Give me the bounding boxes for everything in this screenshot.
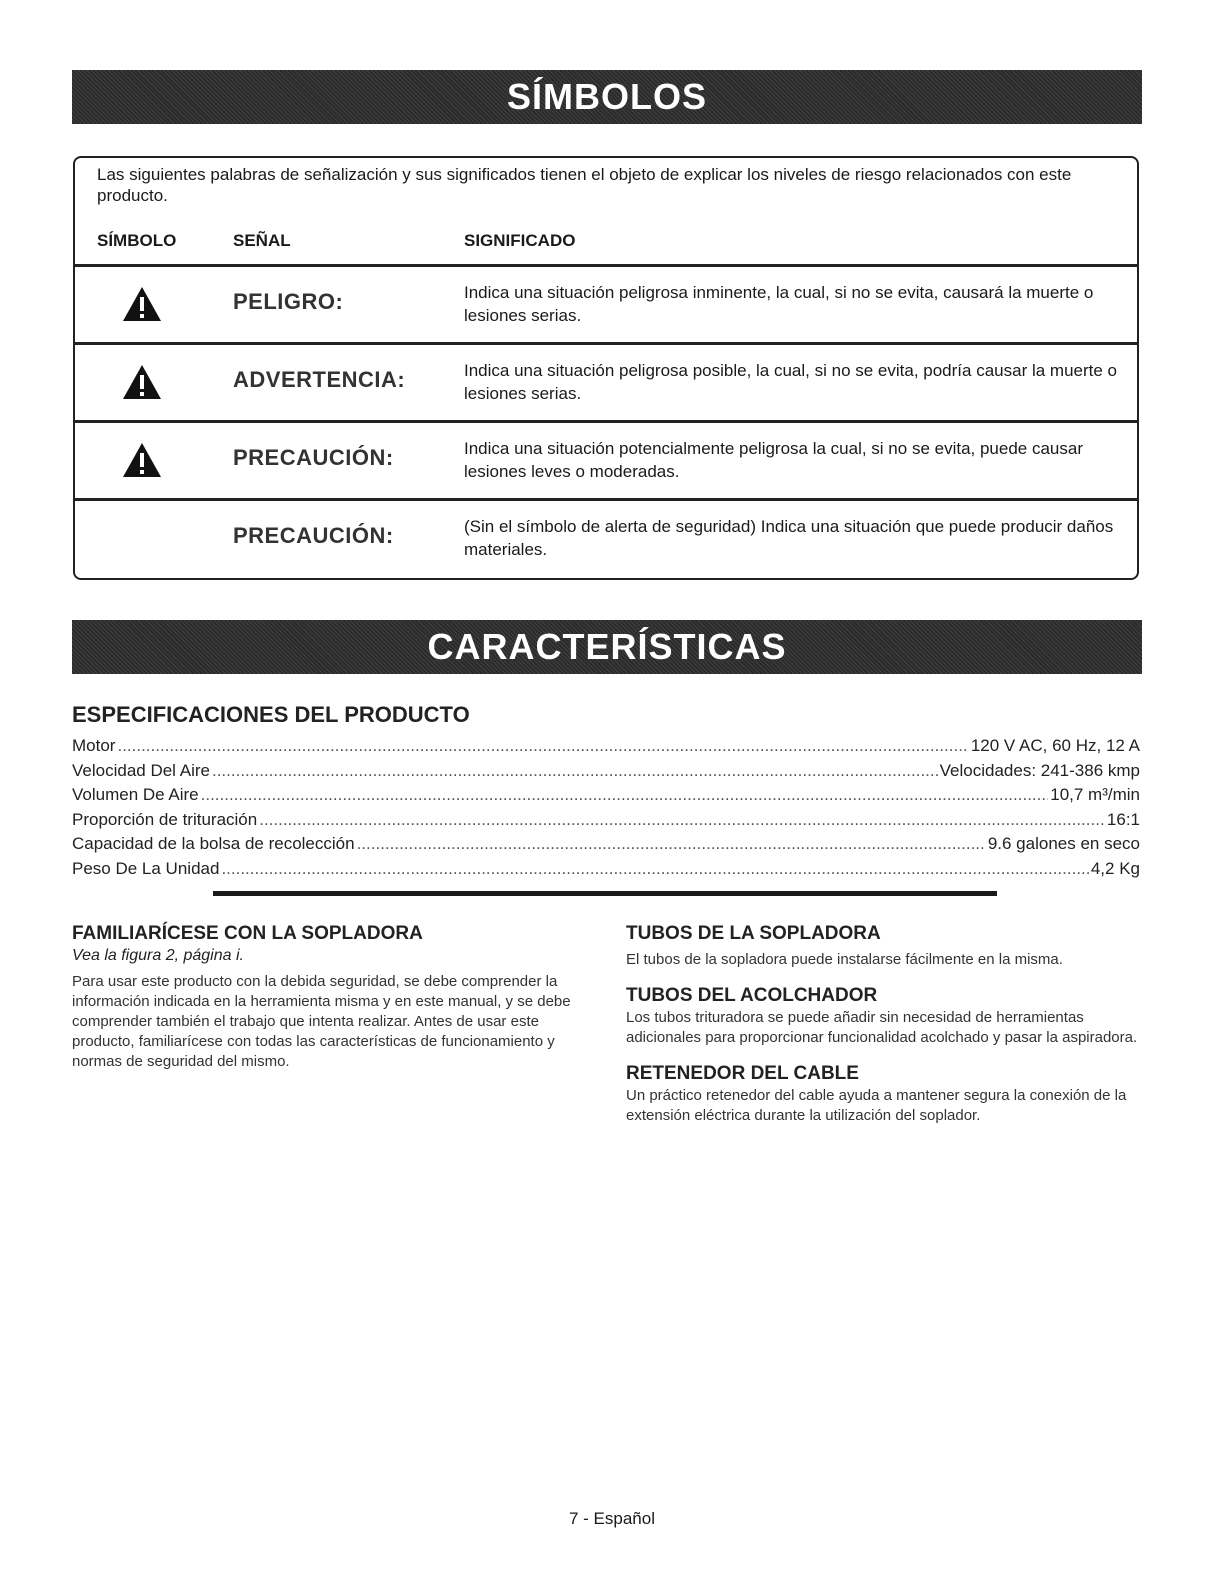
signal-meaning: (Sin el símbolo de alerta de seguridad) Indica una situación que puede producir daños materiales. [464, 517, 1114, 559]
mulcher-tubes-heading: TUBOS DEL ACOLCHADOR [626, 985, 878, 1006]
symbol-row-advertencia [75, 342, 1137, 419]
header-signal: SEÑAL [233, 231, 291, 250]
cord-retainer-body: Un práctico retenedor del cable ayuda a mantener segura la conexión de la extensión eléctrica durante la utilización del soplador. [626, 1087, 1127, 1124]
symbol-row-precaucion [75, 420, 1137, 497]
divider [213, 891, 997, 896]
signal-label: PRECAUCIÓN: [233, 445, 394, 470]
spec-value: 16:1 [1106, 809, 1140, 829]
familiarize-heading: FAMILIARÍCESE CON LA SOPLADORA [72, 923, 423, 944]
page-number: 7 - Español [569, 1509, 655, 1528]
warning-triangle-icon [121, 441, 163, 479]
spec-label: Peso De La Unidad [72, 858, 220, 878]
spec-row [72, 832, 1140, 857]
signal-label: ADVERTENCIA: [233, 367, 406, 392]
dot-leader [259, 808, 1105, 833]
spec-label: Capacidad de la bolsa de recolección [72, 834, 355, 853]
spec-value: 10,7 m³/min [1050, 785, 1140, 804]
symbols-title: SÍMBOLOS [506, 76, 707, 117]
blower-tubes-body: El tubos de la sopladora puede instalarse fácilmente en la misma. [626, 951, 1063, 968]
spec-label: Volumen De Aire [72, 785, 199, 804]
dot-leader [221, 857, 1088, 882]
symbol-row-precaucion-no-icon [75, 498, 1137, 580]
symbol-row-peligro [75, 264, 1137, 341]
dot-leader [117, 734, 968, 759]
symbols-banner [72, 70, 1142, 124]
spec-value: 120 V AC, 60 Hz, 12 A [970, 736, 1140, 755]
spec-label: Motor [72, 736, 116, 755]
spec-value: 9.6 galones en seco [987, 834, 1140, 853]
right-column [626, 922, 1146, 1140]
dot-leader [201, 783, 1049, 808]
specs-title: ESPECIFICACIONES DEL PRODUCTO [72, 702, 470, 727]
features-title: CARACTERÍSTICAS [427, 626, 787, 667]
specs-list [72, 734, 1140, 881]
warning-triangle-icon [121, 363, 163, 401]
cord-retainer-heading: RETENEDOR DEL CABLE [626, 1063, 859, 1084]
spec-label: Velocidad Del Aire [72, 760, 210, 780]
spec-row [72, 857, 1140, 882]
spec-row [72, 783, 1140, 808]
symbols-table [73, 156, 1139, 580]
spec-row [72, 734, 1140, 759]
signal-meaning: Indica una situación peligrosa posible, la cual, si no se evita, podría causar la muerte o lesiones serias. [464, 361, 1117, 403]
header-symbol: SÍMBOLO [97, 231, 177, 250]
spec-row [72, 808, 1140, 833]
spec-label: Proporción de trituración [72, 809, 258, 829]
dot-leader [357, 832, 986, 857]
familiarize-figure-ref: Vea la figura 2, página i. [72, 947, 244, 964]
blower-tubes-heading: TUBOS DE LA SOPLADORA [626, 923, 881, 944]
symbols-intro: Las siguientes palabras de señalización y sus significados tienen el objeto de explicar los niveles de riesgo relacionados con este producto. [97, 165, 1072, 205]
signal-label: PRECAUCIÓN: [233, 523, 394, 548]
signal-meaning: Indica una situación potencialmente peligrosa la cual, si no se evita, puede causar lesiones leves o moderadas. [464, 439, 1083, 481]
left-column [72, 922, 572, 1086]
features-banner [72, 620, 1142, 674]
familiarize-body: Para usar este producto con la debida seguridad, se debe comprender la información indicada en la herramienta misma y en este manual, y se debe comprender también el trabajo que intenta realizar. Antes de usar este producto, familiarícese con todas las características de funcionamiento y normas de seguridad del mismo. [72, 973, 571, 1070]
mulcher-tubes-body: Los tubos trituradora se puede añadir sin necesidad de herramientas adicionales para proporcionar funcionalidad acolchado y pasar la aspiradora. [626, 1009, 1138, 1046]
signal-meaning: Indica una situación peligrosa inminente, la cual, si no se evita, causará la muerte o lesiones serias. [464, 283, 1094, 325]
spec-value: 4,2 Kg [1090, 858, 1140, 878]
header-meaning: SIGNIFICADO [464, 231, 576, 250]
dot-leader [212, 759, 938, 784]
spec-value: Velocidades: 241-386 kmp [939, 760, 1140, 780]
signal-label: PELIGRO: [233, 289, 344, 314]
spec-row [72, 759, 1140, 784]
warning-triangle-icon [121, 285, 163, 323]
